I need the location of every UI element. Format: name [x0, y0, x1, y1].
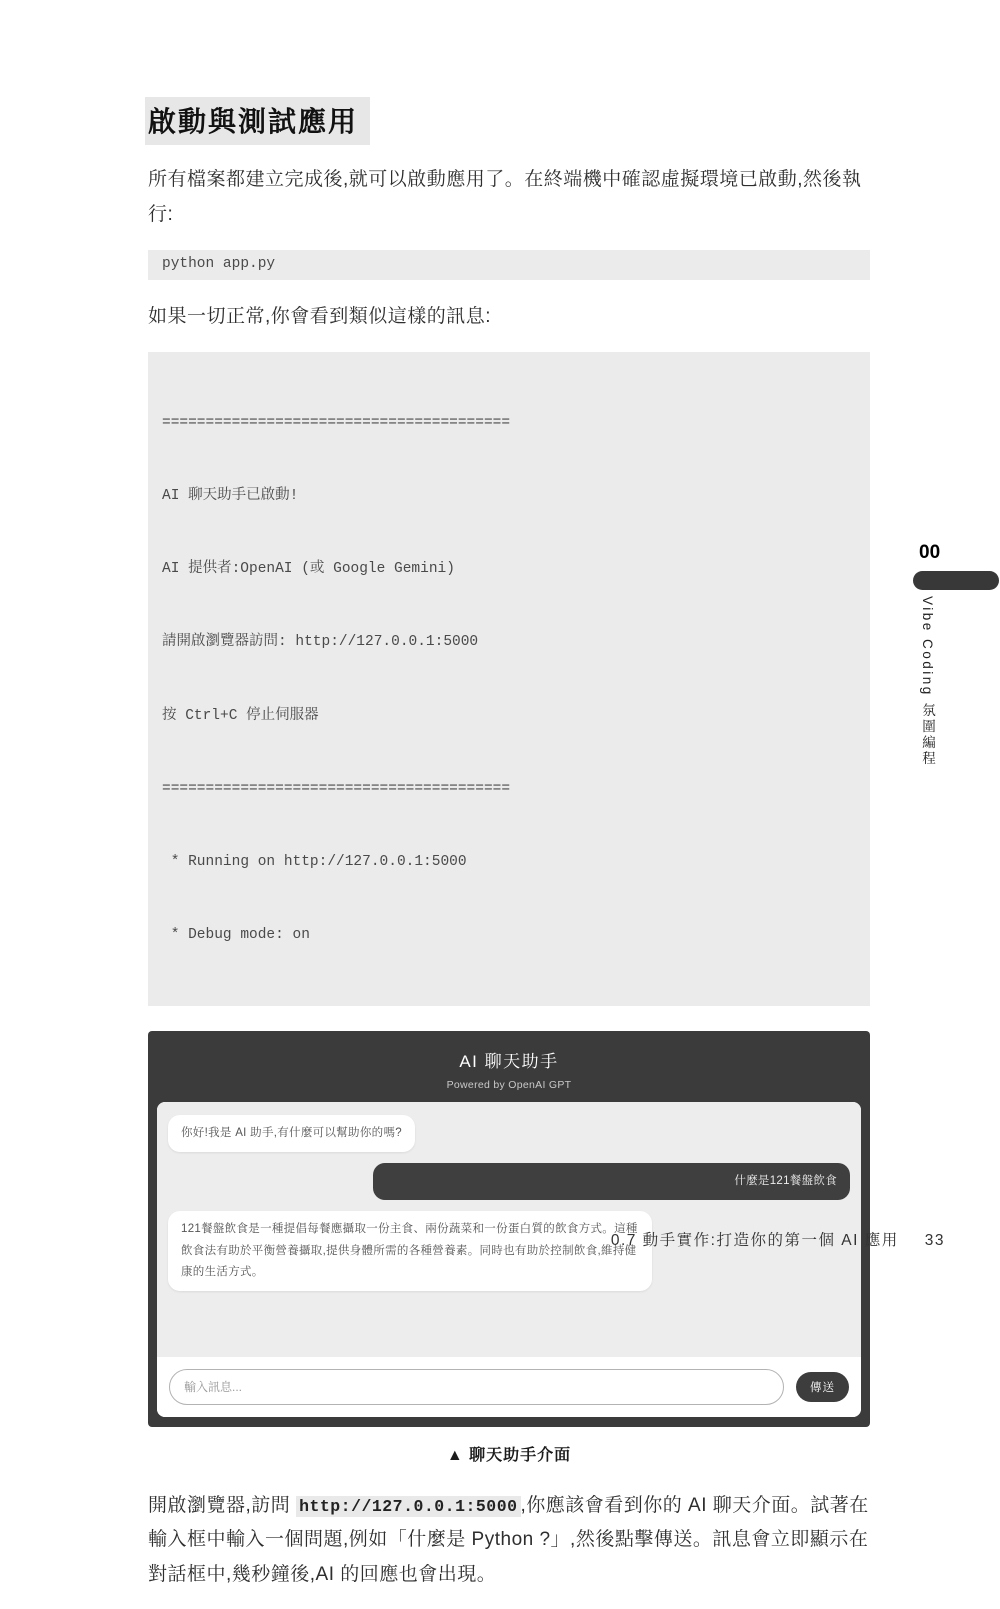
- page-footer: [611, 1228, 945, 1250]
- bot-message-answer: 121餐盤飲食是一種提倡每餐應攝取一份主食、兩份蔬菜和一份蛋白質的飲食方式。這種飲食法有助於平衡營養攝取,提供身體所需的各種營養素。同時也有助於控制飲食,維持健康的生活方式。: [168, 1211, 652, 1291]
- text-segment: ,你應該會看到你的 AI 聊天介面。試著在輸入框中輸入一個問題,例如「什麼是 Python ?」,然後點擊傳送。訊息會立即顯示在對話框中,幾秒鐘後,AI 的回應也會出現。: [148, 1494, 869, 1585]
- paragraph-instructions: [148, 1489, 870, 1593]
- message-input[interactable]: [169, 1369, 784, 1405]
- inline-code-url: http://127.0.0.1:5000: [296, 1496, 520, 1517]
- terminal-line: AI 聊天助手已啟動!: [162, 488, 299, 505]
- chat-app-subtitle: Powered by OpenAI GPT: [446, 1078, 572, 1091]
- terminal-line: ========================================: [162, 415, 511, 432]
- page-content: [148, 97, 870, 1609]
- terminal-line: 按 Ctrl+C 停止伺服器: [162, 707, 319, 724]
- code-block-run-command: python app.py: [148, 250, 870, 280]
- footer-section-title: 0.7 動手實作:打造你的第一個 AI 應用: [610, 1232, 899, 1249]
- terminal-line: 請開啟瀏覽器訪問: http://127.0.0.1:5000: [162, 634, 479, 651]
- terminal-line: AI 提供者:OpenAI (或 Google Gemini): [162, 561, 455, 578]
- paragraph-expect-message: 如果一切正常,你會看到類似這樣的訊息:: [148, 305, 492, 327]
- footer-page-number: 33: [924, 1232, 945, 1249]
- chat-header: [157, 1031, 861, 1102]
- terminal-output-block: [148, 352, 870, 1005]
- terminal-line: * Debug mode: on: [162, 926, 310, 943]
- section-heading-row: [148, 97, 870, 145]
- chat-panel: [157, 1102, 861, 1417]
- chapter-title: Vibe Coding 氛圍編程: [920, 596, 935, 768]
- terminal-line: ========================================: [162, 780, 511, 797]
- figure-caption: ▲ 聊天助手介面: [446, 1446, 572, 1464]
- chapter-number: 00: [919, 542, 941, 563]
- bot-message-greeting: 你好!我是 AI 助手,有什麼可以幫助你的嗎?: [168, 1115, 415, 1152]
- paragraph-intro: 所有檔案都建立完成後,就可以啟動應用了。在終端機中確認虛擬環境已啟動,然後執行:: [148, 169, 862, 225]
- terminal-line: * Running on http://127.0.0.1:5000: [162, 853, 467, 870]
- send-button[interactable]: 傳送: [796, 1372, 849, 1402]
- text-segment: 開啟瀏覽器,訪問: [148, 1494, 297, 1516]
- user-message: 什麼是121餐盤飲食: [373, 1163, 850, 1200]
- page-title: 啟動與測試應用: [145, 97, 370, 145]
- chat-input-bar: [157, 1357, 861, 1417]
- chat-app-title: AI 聊天助手: [459, 1051, 559, 1071]
- chapter-tab-bar: [913, 571, 999, 590]
